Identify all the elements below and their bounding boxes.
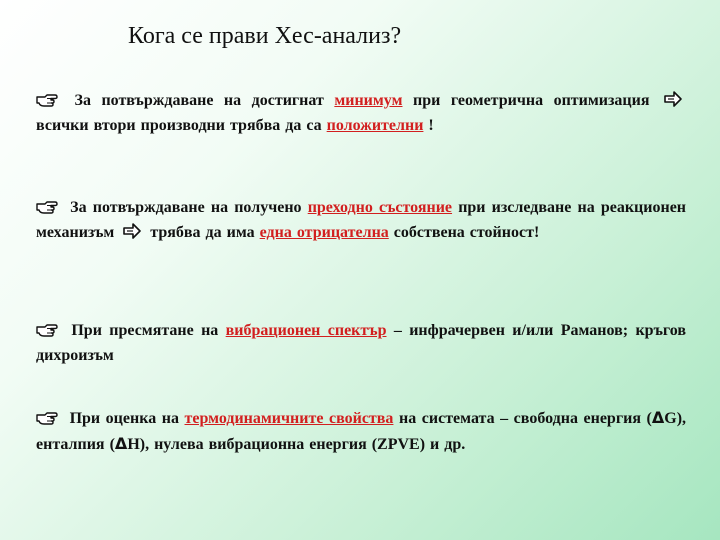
highlight-positive: положителни bbox=[326, 117, 424, 134]
slide-title: Кога се прави Хес-анализ? bbox=[128, 23, 402, 49]
highlight-transition-state: преходно състояние bbox=[307, 199, 453, 216]
bullet-text: При пресмятане на bbox=[71, 322, 226, 339]
pointing-hand-icon bbox=[36, 320, 58, 338]
bullet-text: при изследване на реакционен механизъм bbox=[36, 199, 687, 241]
highlight-one-negative: една отрицателна bbox=[259, 224, 389, 241]
delta-symbol: Δ bbox=[114, 434, 128, 453]
bullet-text: собствена стойност! bbox=[393, 224, 540, 241]
bullet-vibrational-spectrum bbox=[36, 318, 686, 368]
bullet-text: H), нулева вибрационна енергия (ZPVE) и др. bbox=[127, 436, 466, 453]
bullet-text: За потвърждаване на получено bbox=[70, 199, 308, 216]
bullet-text: При оценка на bbox=[69, 410, 185, 427]
double-arrow-icon bbox=[663, 90, 683, 108]
delta-symbol: Δ bbox=[651, 408, 665, 427]
bullet-text: За потвърждаване на достигнат bbox=[74, 92, 335, 109]
bullet-thermodynamic-properties bbox=[36, 405, 686, 457]
bullet-text: на системата – свободна енергия ( bbox=[399, 410, 652, 427]
pointing-hand-icon bbox=[36, 90, 58, 108]
pointing-hand-icon bbox=[36, 408, 58, 426]
pointing-hand-icon bbox=[36, 197, 58, 215]
highlight-minimum: минимум bbox=[334, 92, 403, 109]
double-arrow-icon bbox=[122, 222, 142, 240]
bullet-text: – инфрачервен и/или Раманов; кръгов дихроизъм bbox=[36, 322, 687, 364]
highlight-thermodynamic-properties: термодинамичните свойства bbox=[184, 410, 394, 427]
highlight-vibrational-spectrum: вибрационен спектър bbox=[225, 322, 387, 339]
bullet-text: трябва да има bbox=[150, 224, 260, 241]
bullet-transition-state bbox=[36, 195, 686, 245]
bullet-text: при геометрична оптимизация bbox=[412, 92, 661, 109]
bullet-text: всички втори производни трябва да са bbox=[36, 117, 327, 134]
bullet-geometry-optimization bbox=[36, 88, 686, 138]
bullet-text: G), енталпия ( bbox=[36, 410, 687, 453]
bullet-text: ! bbox=[428, 117, 434, 134]
